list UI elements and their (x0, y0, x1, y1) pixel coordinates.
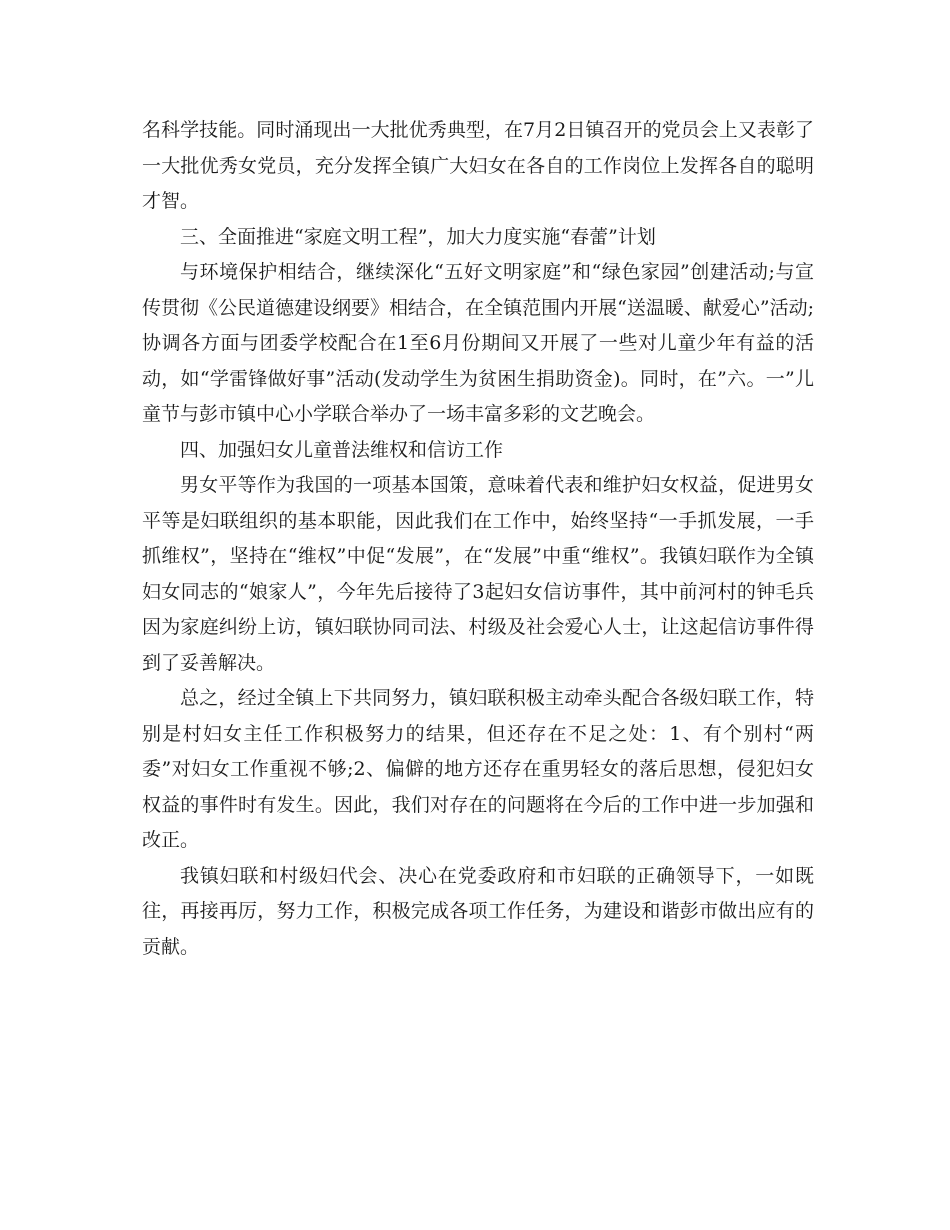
paragraph-continuation: 名科学技能。同时涌现出一大批优秀典型，在7月2日镇召开的党员会上又表彰了一大批优秀女党员，充分发挥全镇广大妇女在各自的工作岗位上发挥各自的聪明才智。 (142, 119, 814, 212)
document-body (142, 113, 814, 965)
paragraph-rights-protection: 男女平等作为我国的一项基本国策，意味着代表和维护妇女权益，促进男女平等是妇联组织的基本职能，因此我们在工作中，始终坚持“一手抓发展，一手抓维权”，坚持在“维权”中促“发展”，在“发展”中重“维权”。我镇妇联作为全镇妇女同志的“娘家人”，今年先后接待了3起妇女信访事件，其中前河村的钟毛兵因为家庭纠纷上访，镇妇联协同司法、村级及社会爱心人士，让这起信访事件得到了妥善解决。 (142, 474, 814, 674)
paragraph-summary: 总之，经过全镇上下共同努力，镇妇联积极主动牵头配合各级妇联工作，特别是村妇女主任工作积极努力的结果，但还存在不足之处：1、有个别村“两委”对妇女工作重视不够;2、偏僻的地方还存在重男轻女的落后思想，侵犯妇女权益的事件时有发生。因此，我们对存在的问题将在今后的工作中进一步加强和改正。 (142, 687, 814, 851)
paragraph-closing: 我镇妇联和村级妇代会、决心在党委政府和市妇联的正确领导下，一如既往，再接再厉，努力工作，积极完成各项工作任务，为建设和谐彭市做出应有的贡献。 (142, 864, 814, 958)
section-heading-four: 四、加强妇女儿童普法维权和信访工作 (180, 438, 504, 461)
paragraph-family-civilization: 与环境保护相结合，继续深化“五好文明家庭”和“绿色家园”创建活动;与宣传贯彻《公民道德建设纲要》相结合，在全镇范围内开展“送温暖、献爱心”活动;协调各方面与团委学校配合在1至6月份期间又开展了一些对儿童少年有益的活动，如“学雷锋做好事”活动(发动学生为贫困生捐助资金)。同时，在”六。一”儿童节与彭市镇中心小学联合举办了一场丰富多彩的文艺晚会。 (142, 261, 814, 425)
section-heading-three: 三、全面推进“家庭文明工程”，加大力度实施“春蕾”计划 (180, 225, 656, 248)
